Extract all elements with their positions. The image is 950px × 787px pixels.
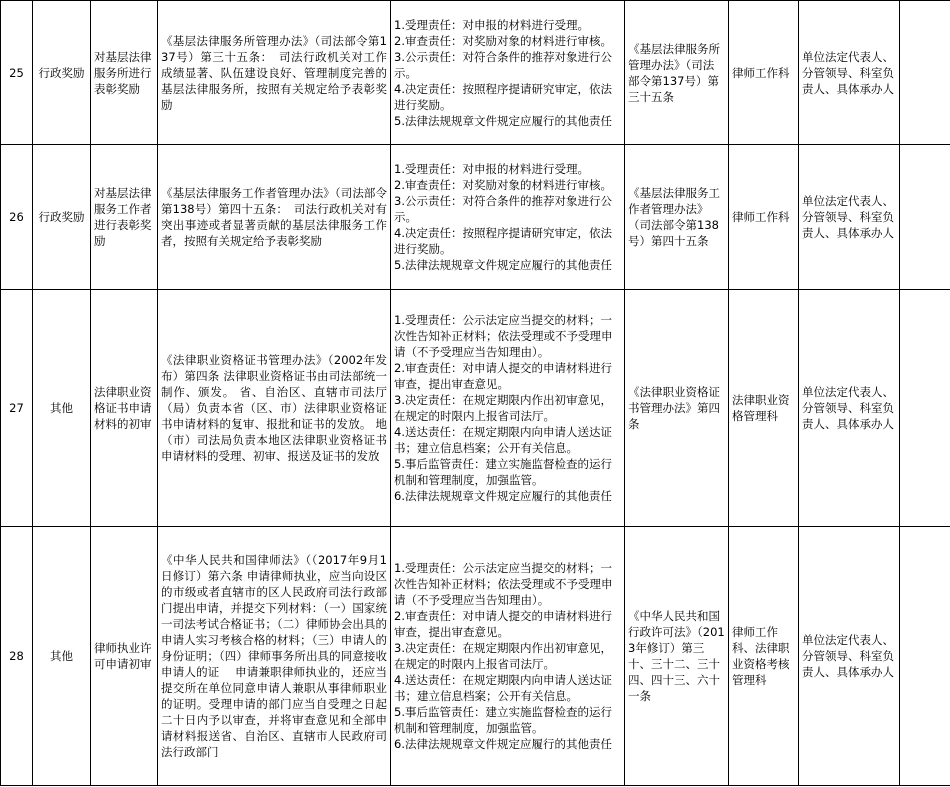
table-row [1,1,950,145]
remark [900,145,950,290]
remark [900,1,950,145]
power-item-name: 法律职业资格证书申请材料的初审 [91,290,158,527]
duty-subject: 单位法定代表人、分管领导、科室负责人、具体承办人 [799,527,900,786]
remark [900,527,950,786]
row-number: 27 [1,290,33,527]
row-number: 26 [1,145,33,290]
power-item-name: 对基层法律服务所进行表彰奖励 [91,1,158,145]
responsibility-item: 2.审查责任：对奖励对象的材料进行审核。 [394,178,612,192]
responsibility-item: 2.审查责任：对申请人提交的申请材料进行审查，提出审查意见。 [394,361,612,391]
responsibility-item: 5.事后监管责任：建立实施监督检查的运行机制和管理制度，加强监管。 [394,457,612,487]
responsibility-item: 1.受理责任：公示法定应当提交的材料；一次性告知补正材料；依法受理或不予受理申请（不予受理应当告知理由）。 [394,561,613,607]
responsible-department: 律师工作科、法律职业资格考核管理科 [729,527,799,786]
responsibility-list [391,1,625,145]
accountability-basis: 《法律职业资格证书管理办法》第四条 [625,290,729,527]
responsibility-item: 3.决定责任：在规定期限内作出初审意见，在规定的时限内上报省司法厅。 [394,393,612,423]
table-row [1,145,950,290]
power-type: 其他 [33,290,91,527]
responsibility-item: 4.送达责任：在规定期限内向申请人送达证书；建立信息档案；公开有关信息。 [394,425,612,455]
duty-subject: 单位法定代表人、分管领导、科室负责人、具体承办人 [799,290,900,527]
responsibility-item: 5.法律法规规章文件规定应履行的其他责任 [394,258,612,272]
power-type: 其他 [33,527,91,786]
responsibility-list [391,290,625,527]
responsibility-item: 3.公示责任：对符合条件的推荐对象进行公示。 [394,194,612,224]
responsibility-item: 6.法律法规规章文件规定应履行的其他责任 [394,489,612,503]
accountability-basis: 《基层法律服务工作者管理办法》（司法部令第138号）第四十五条 [625,145,729,290]
responsible-department: 法律职业资格管理科 [729,290,799,527]
table-row [1,290,950,527]
responsibility-item: 1.受理责任：对申报的材料进行受理。 [394,17,589,32]
responsibility-item: 3.公示责任：对符合条件的推荐对象进行公示。 [394,49,612,80]
power-type: 行政奖励 [33,145,91,290]
responsibility-item: 2.审查责任：对奖励对象的材料进行审核。 [394,33,612,48]
responsibility-item: 2.审查责任：对申请人提交的申请材料进行审查，提出审查意见。 [394,609,612,639]
responsibility-list [391,527,625,786]
responsibility-list [391,145,625,290]
responsibility-item: 1.受理责任：对申报的材料进行受理。 [394,162,589,176]
responsibility-item: 4.送达责任：在规定期限内向申请人送达证书；建立信息档案；公开有关信息。 [394,673,612,703]
legal-basis: 《法律职业资格证书管理办法》（2002年发布）第四条 法律职业资格证书由司法部统一制作、颁发。 省、自治区、直辖市司法厅（局）负责本省（区、市）法律职业资格证书申请材料的复审、报批和证书的发放。 地（市）司法局负责本地区法律职业资格证书申请材料的受理、初审、报送及证书的发放 [158,290,391,527]
duty-subject: 单位法定代表人、分管领导、科室负责人、具体承办人 [799,1,900,145]
legal-basis: 《基层法律服务工作者管理办法》（司法部令第138号）第四十五条： 司法行政机关对有突出事迹或者显著贡献的基层法律服务工作者，按照有关规定给予表彰奖励 [158,145,391,290]
legal-basis: 《中华人民共和国律师法》（（2017年9月1日修订）第六条 申请律师执业，应当向设区的市级或者直辖市的区人民政府司法行政部门提出申请，并提交下列材料：（一）国家统一司法考试合格证书；（二）律师协会出具的申请人实习考核合格的材料；（三）申请人的身份证明；（四）律师事务所出具的同意接收申请人的证 申请兼职律师执业的，还应当提交所在单位同意申请人兼职从事律师职业的证明。受理申请的部门应当自受理之日起二十日内予以审查，并将审查意见和全部申请材料报送省、自治区、直辖市人民政府司法行政部门 [158,527,391,786]
responsibility-item: 4.决定责任：按照程序提请研究审定，依法进行奖励。 [394,81,612,112]
legal-basis: 《基层法律服务所管理办法》（司法部令第137号）第三十五条： 司法行政机关对工作成绩显著、队伍建设良好、管理制度完善的基层法律服务所，按照有关规定给予表彰奖励 [158,1,391,145]
power-type: 行政奖励 [33,1,91,145]
duty-subject: 单位法定代表人、分管领导、科室负责人、具体承办人 [799,145,900,290]
responsibility-item: 3.决定责任：在规定期限内作出初审意见，在规定的时限内上报省司法厅。 [394,641,612,671]
accountability-basis: 《中华人民共和国行政许可法》（2013年修订）第三十、三十二、三十四、四十三、六十一条 [625,527,729,786]
power-item-name: 对基层法律服务工作者进行表彰奖励 [91,145,158,290]
responsible-department: 律师工作科 [729,145,799,290]
responsibility-item: 1.受理责任：公示法定应当提交的材料；一次性告知补正材料；依法受理或不予受理申请（不予受理应当告知理由）。 [394,313,613,359]
responsibility-item: 4.决定责任：按照程序提请研究审定，依法进行奖励。 [394,226,612,256]
responsible-department: 律师工作科 [729,1,799,145]
responsibility-item: 5.法律法规规章文件规定应履行的其他责任 [394,113,612,128]
responsibility-item: 5.事后监管责任：建立实施监督检查的运行机制和管理制度，加强监管。 [394,705,612,735]
row-number: 28 [1,527,33,786]
row-number: 25 [1,1,33,145]
responsibility-item: 6.法律法规规章文件规定应履行的其他责任 [394,737,612,751]
power-item-name: 律师执业许可申请初审 [91,527,158,786]
accountability-basis: 《基层法律服务所管理办法》（司法部令第137号）第三十五条 [625,1,729,145]
remark [900,290,950,527]
table-row [1,527,950,786]
